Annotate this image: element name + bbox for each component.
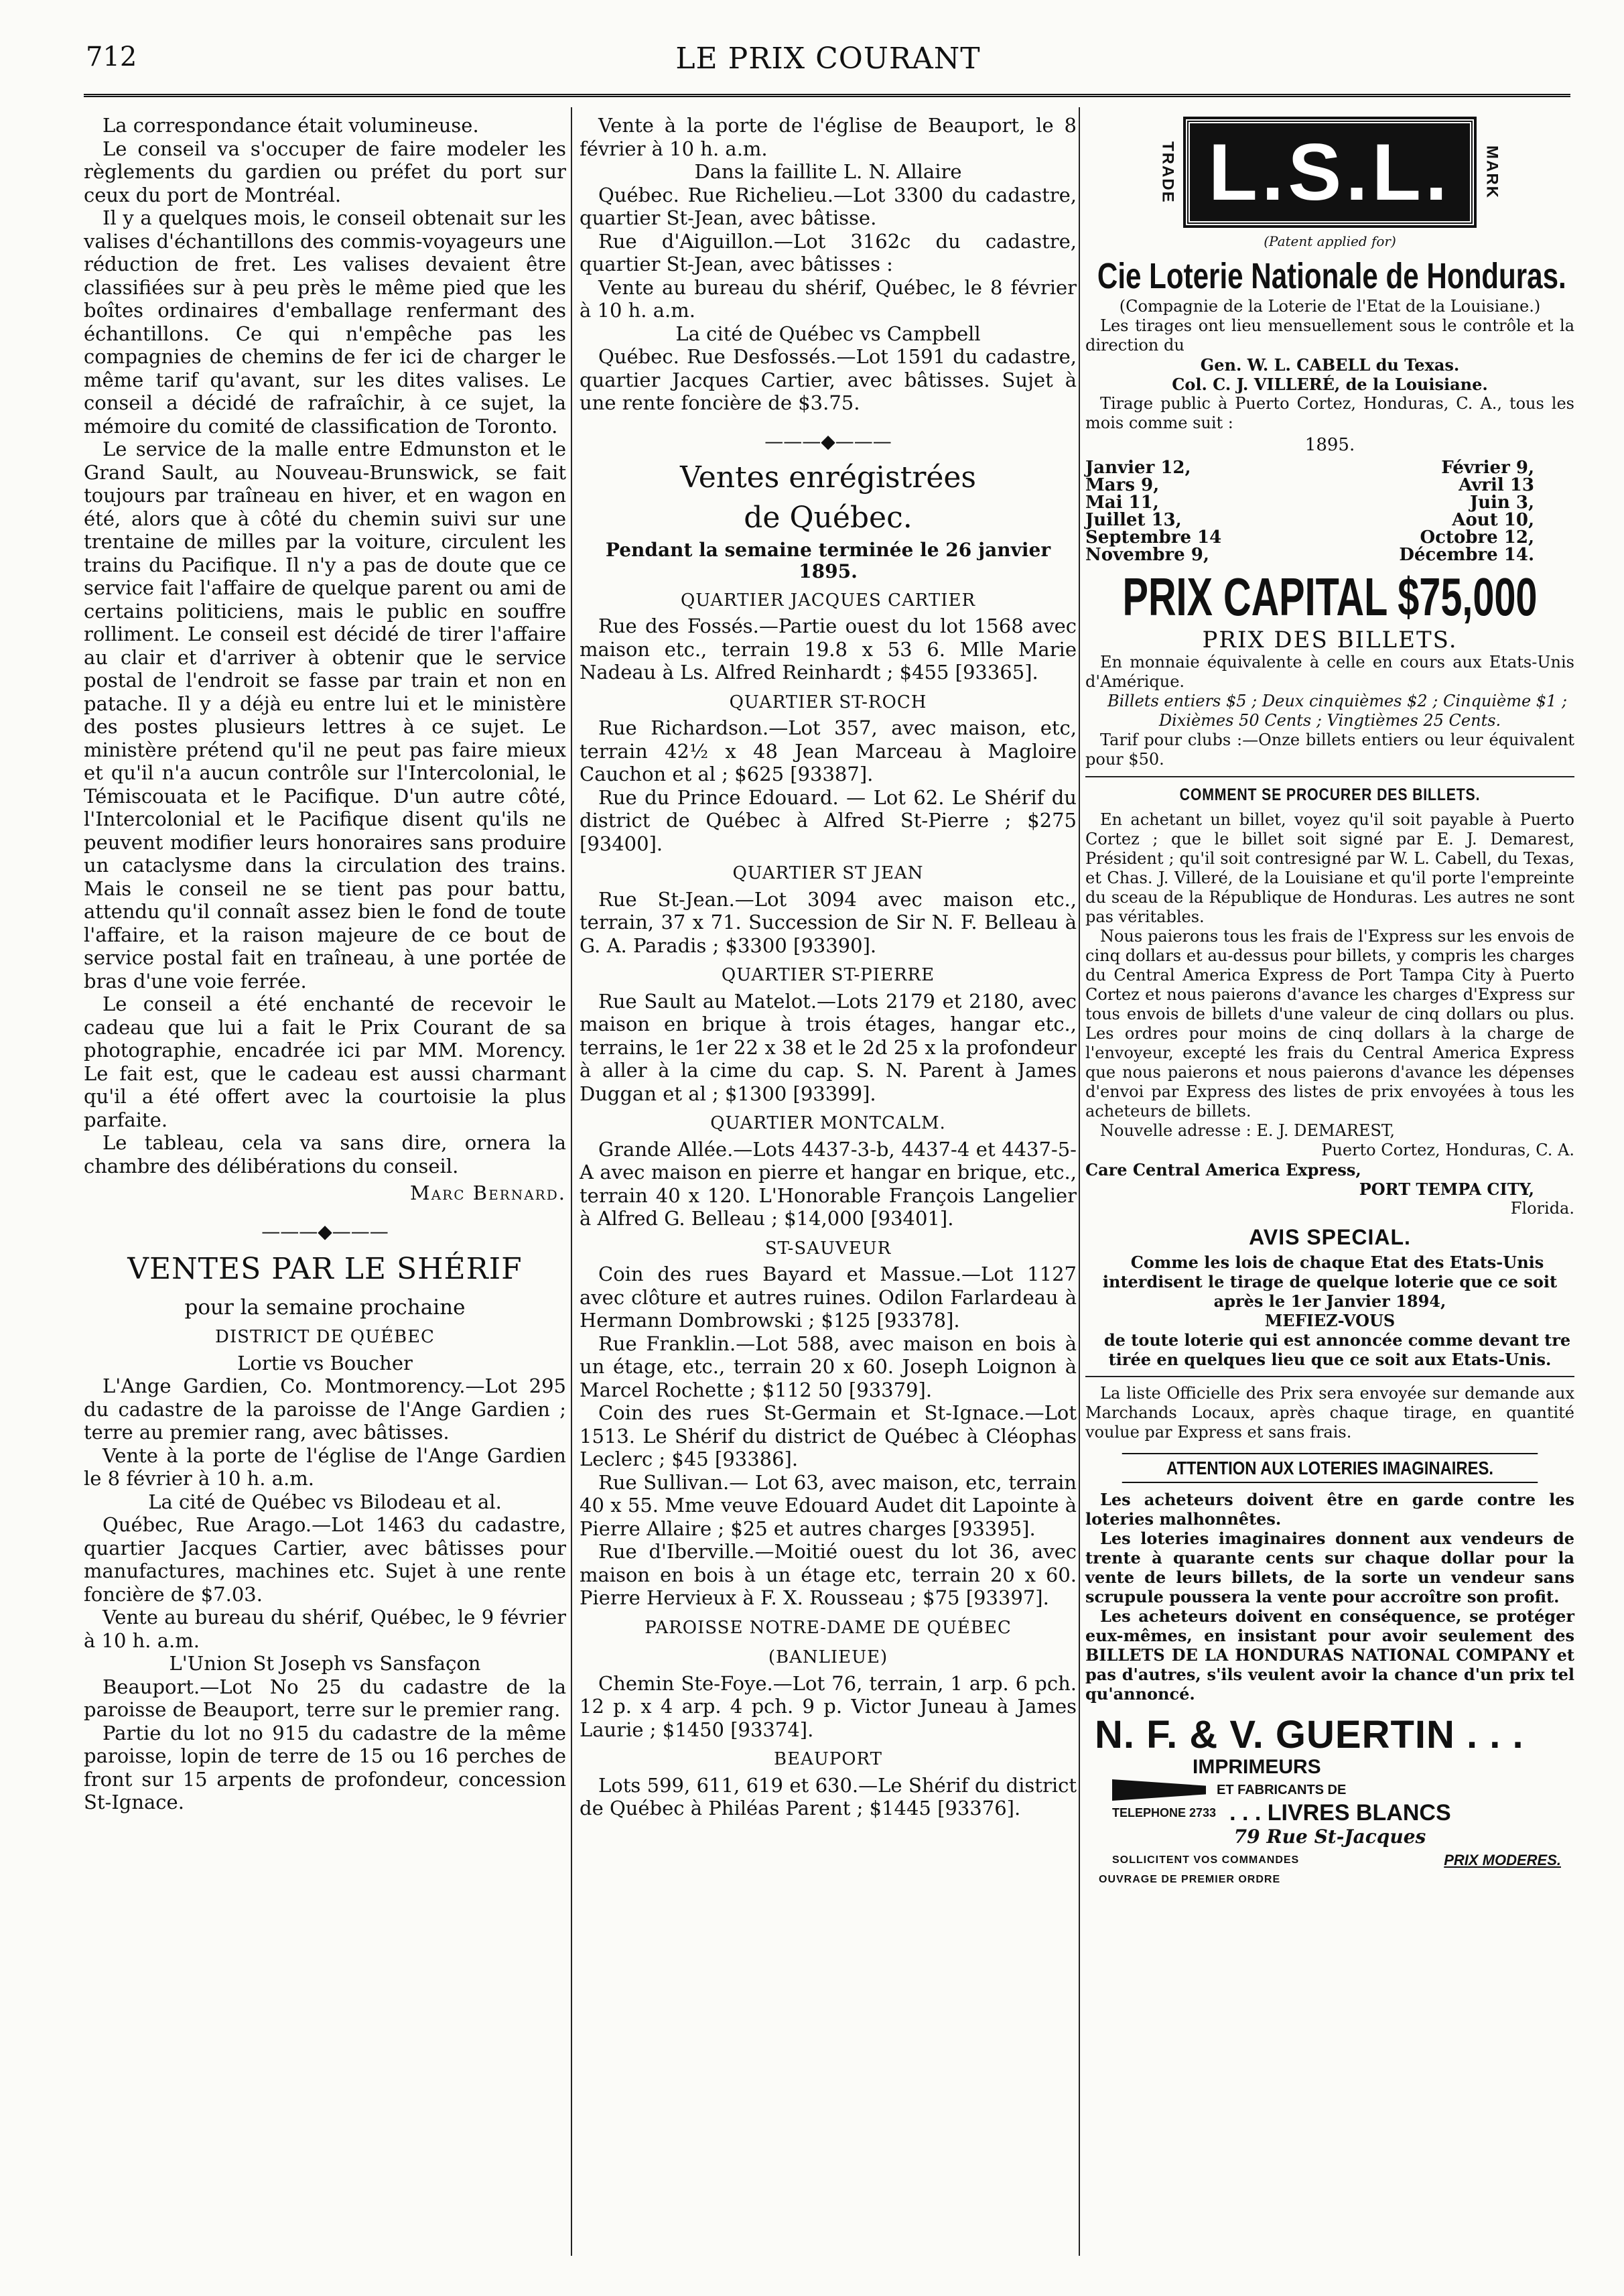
capital-prize: PRIX CAPITAL $75,000 [1122,567,1538,627]
quarter-subheading: (BANLIEUE) [768,1647,888,1667]
paragraph: Le conseil a été enchanté de recevoir le cadeau que lui a fait le Prix Courant de sa photographie, encadrée ici par MM. Morency. Le fait est, que le cadeau est aussi charmant qu'il a été offert avec la courtoisie la plus parfaite. [84,993,566,1131]
printer-name: N. F. & V. GUERTIN . . . [1095,1713,1524,1757]
paragraph: Rue St-Jean.—Lot 3094 avec maison etc., terrain, 37 x 71. Succession de Sir N. F. Belleau à G. A. Paradis ; $3300 [93390]. [580,887,1077,957]
case-title: Dans la faillite L. N. Allaire [694,160,962,183]
column-2 [580,114,1077,1820]
paragraph: La correspondance était volumineuse. [103,114,479,137]
paragraph: Vente au bureau du shérif, Québec, le 8 février à 10 h. a.m. [580,275,1077,322]
printer-phone-line [1112,1800,1574,1826]
paragraph: Coin des rues St-Germain et St-Ignace.—Lot 1513. Le Shérif du district de Québec à Cléophas Leclerc ; $45 [93386]. [580,1401,1077,1470]
attention-heading: ATTENTION AUX LOTERIES IMAGINAIRES. [1122,1453,1538,1483]
paragraph: Rue Richardson.—Lot 357, avec maison, etc, terrain 42½ x 48 Jean Marceau à Magloire Cauchon et al ; $625 [93387]. [580,716,1077,785]
paragraph: Québec. Rue Desfossés.—Lot 1591 du cadastre, quartier Jacques Cartier, avec bâtisses. Sujet à une rente foncière de $3.75. [580,345,1077,414]
director-line: Col. C. J. VILLERÉ, de la Louisiane. [1172,375,1488,394]
paragraph: Tirage public à Puerto Cortez, Honduras, C. A., tous les mois comme suit : [1085,394,1574,432]
address-line: Care Central America Express, [1085,1160,1361,1179]
director-line: Gen. W. L. CABELL du Texas. [1200,355,1460,375]
paragraph: Partie du lot no 915 du cadastre de la même paroisse, lopin de terre de 15 ou 16 perches de front sur 15 arpents de profondeur, concession St-Ignace. [84,1721,566,1813]
paragraph: Québec. Rue Richelieu.—Lot 3300 du cadastre, quartier St-Jean, avec bâtisse. [580,183,1077,229]
printer-trade: IMPRIMEURS [1193,1756,1321,1778]
printer-footer [1112,1850,1574,1870]
paragraph: de toute loterie qui est annoncée comme devant tre tirée en quelques lieu que ce soit aux Etats-Unis. [1103,1330,1571,1369]
lsl-logo: L.S.L. [1186,119,1475,225]
quarter-heading: QUARTIER ST-ROCH [729,692,927,712]
sollicitent-label: SOLLICITENT VOS COMMANDES [1112,1854,1300,1866]
paragraph: Le tableau, cela va sans dire, ornera la chambre des délibérations du conseil. [84,1131,566,1177]
draw-date: Février 9, [1441,458,1534,478]
paragraph: En achetant un billet, voyez qu'il soit payable à Puerto Cortez ; que le billet soit signé par E. J. Demarest, Président ; qu'il soit contresigné par W. L. Cabell, du Texas, et Chas. J. Villeré, de la Louisiane et qu'il porte l'empreinte du sceau de la République de Honduras. Les autres ne sont pas véritables. [1085,810,1574,926]
paragraph: Coin des rues Bayard et Massue.—Lot 1127 avec clôture et autres ruines. Odilon Farlardeau à Hermann Dombrowski ; $125 [93378]. [580,1263,1077,1332]
paragraph: La liste Officielle des Prix sera envoyée sur demande aux Marchands Locaux, après chaque tirage, en quantité voulue par Express et sans frais. [1085,1384,1574,1442]
paragraph: Chemin Ste-Foye.—Lot 76, terrain, 1 arp. 6 pch. 12 p. x 4 arp. 4 pch. 9 p. Victor Juneau à James Laurie ; $1450 [93374]. [580,1671,1077,1741]
special-notice-heading: AVIS SPECIAL. [1249,1225,1411,1249]
draw-date: Octobre 12, [1420,527,1534,548]
paragraph: Rue Franklin.—Lot 588, avec maison en bois à un étage, etc., terrain 20 x 60. Joseph Loignon à Marcel Rochette ; $112 50 [93379]. [580,1332,1077,1401]
page-number: 712 [86,42,137,72]
running-title: LE PRIX COURANT [675,42,981,76]
quarter-heading: PAROISSE NOTRE-DAME DE QUÉBEC [645,1617,1012,1638]
paragraph: Québec, Rue Arago.—Lot 1463 du cadastre, quartier Jacques Cartier, avec bâtisses pour manufactures, machines etc. Sujet à une rente foncière de $7.03. [84,1513,566,1606]
paragraph: Grande Allée.—Lots 4437-3-b, 4437-4 et 4437-5-A avec maison en pierre et hangar en brique, etc., terrain 40 x 120. L'Honorable François Langelier à Alfred G. Belleau ; $14,000 [93401]. [580,1137,1077,1230]
paragraph: Rue du Prince Edouard. — Lot 62. Le Shérif du district de Québec à Alfred St-Pierre ; $275 [93400]. [580,785,1077,855]
paragraph: Les tirages ont lieu mensuellement sous le contrôle et la direction du [1085,316,1574,355]
draw-date: Décembre 14. [1399,545,1534,565]
quarter-heading: QUARTIER JACQUES CARTIER [680,590,976,611]
column-divider [1079,107,1080,2256]
page-header [86,42,1570,79]
trade-label: TRADE [1158,141,1177,204]
year-label: 1895. [1304,435,1355,455]
draw-date: Mai 11, [1085,493,1159,513]
section-title: de Québec. [744,500,912,535]
paragraph: Vente à la porte de l'église de Beauport, le 8 février à 10 h. a.m. [580,114,1077,160]
section-subtitle: pour la semaine prochaine [184,1295,466,1320]
case-title: L'Union St Joseph vs Sansfaçon [169,1652,481,1675]
lsl-logo-block [1085,119,1574,225]
lottery-title: Cie Loterie Nationale de Honduras. [1097,256,1566,296]
paragraph: Comme les lois de chaque Etat des Etats-Unis interdisent le tirage de quelque loterie que ce soit après le 1er Janvier 1894, [1102,1253,1558,1311]
address-line: PORT TEMPA CITY, [1359,1179,1534,1199]
column-3-advertisement [1085,114,1574,1889]
draw-date: Novembre 9, [1085,545,1209,565]
prix-moderes: PRIX MODERES. [1444,1852,1561,1868]
paragraph: Beauport.—Lot No 25 du cadastre de la paroisse de Beauport, terre sur le premier rang. [84,1675,566,1721]
paragraph: L'Ange Gardien, Co. Montmorency.—Lot 295 du cadastre de la paroisse de l'Ange Gardien ; terre au premier rang, avec bâtisses. [84,1375,566,1444]
livres-label: . . . LIVRES BLANCS [1229,1800,1451,1826]
quarter-heading: QUARTIER ST JEAN [732,863,924,883]
how-to-heading: COMMENT SE PROCURER DES BILLETS. [1179,785,1481,804]
printer-banner [1112,1779,1574,1801]
case-title: Lortie vs Boucher [237,1351,413,1375]
paragraph: Rue d'Aiguillon.—Lot 3162c du cadastre, quartier St-Jean, avec bâtisses : [580,229,1077,275]
paragraph: Les acheteurs doivent être en garde contre les loteries malhonnêtes. [1085,1490,1574,1529]
paragraph: Tarif pour clubs :—Onze billets entiers ou leur équivalent pour $50. [1085,730,1574,769]
ticket-prices: Billets entiers $5 ; Deux cinquièmes $2 ; Cinquième $1 ; Dixièmes 50 Cents ; Vingtièmes 25 Cents. [1107,692,1568,730]
paragraph: Lots 599, 611, 619 et 630.—Le Shérif du district de Québec à Philéas Parent ; $1445 [93376]. [580,1773,1077,1820]
draw-date: Septembre 14 [1085,527,1222,548]
column-1 [84,114,566,1814]
week-note: Pendant la semaine terminée le 26 janvier 1895. [605,538,1051,582]
lottery-subtitle: (Compagnie de la Loterie de l'Etat de la Louisiane.) [1119,297,1541,316]
paragraph: Rue des Fossés.—Partie ouest du lot 1568 avec maison etc., terrain 19.8 x 53 6. Mlle Marie Nadeau à Ls. Alfred Reinhardt ; $455 [93365]. [580,615,1077,684]
address-line: Puerto Cortez, Honduras, C. A. [1321,1141,1574,1159]
paragraph: Rue Sault au Matelot.—Lots 2179 et 2180, avec maison en brique à trois étages, hangar etc., terrains, le 1er 22 x 38 et le 2d 25 x la profondeur à aller à la cime du cap. S. N. Parent à James Duggan et al ; $1300 [93399]. [580,989,1077,1105]
paragraph: Le conseil va s'occuper de faire modeler les règlements du gardien ou préfet du port sur ceux du port de Montréal. [84,137,566,206]
paragraph: Rue Sullivan.— Lot 63, avec maison, etc, terrain 40 x 55. Mme veuve Edouard Audet dit Lapointe à Pierre Allaire ; $25 et autres charges [93395]. [580,1470,1077,1540]
warning: MEFIEZ-VOUS [1264,1311,1396,1330]
signature: Marc Bernard. [410,1182,566,1204]
paragraph: Vente au bureau du shérif, Québec, le 9 février à 10 h. a.m. [84,1606,566,1652]
paragraph: Vente à la porte de l'église de l'Ange Gardien le 8 février à 10 h. a.m. [84,1444,566,1490]
address-line: Nouvelle adresse : E. J. DEMAREST, [1100,1121,1395,1140]
telephone-label: TELEPHONE 2733 [1112,1806,1217,1820]
draw-dates [1085,459,1574,564]
printer-address: 79 Rue St-Jacques [1233,1826,1426,1848]
divider [1085,776,1574,777]
quarter-heading: ST-SAUVEUR [764,1238,892,1259]
case-title: La cité de Québec vs Campbell [675,322,981,345]
paragraph: Le service de la malle entre Edmunston et le Grand Sault, au Nouveau-Brunswick, se fait toujours par traîneau en hiver, et en wagon en été, alors que à côté du chemin suivi sur une trentaine de milles par la voiture, circulent les trains du Pacifique. Il n'y a pas de doute que ce service fait l'affaire de quelque parent ou ami de certains politiciens, mais le public en souffre rolliment. Le conseil est décidé de tirer l'affaire au clair et d'arriver à obtenir que le service postal de l'endroit se fasse par train et non en patache. Il y a déjà eu entre lui et le ministère des postes plusieurs lettres à ce sujet. Le ministère prétend qu'il ne peut pas faire mieux et qu'il n'a aucun contrôle sur l'Intercolonial, le Témiscouata et le Pacifique. D'un autre côté, l'Intercolonial et le Pacifique disent qu'ils ne peuvent modifier leurs honoraires sans produire un cataclysme dans la circulation des trains. Mais le conseil ne se tient pas pour battu, attendu qu'il connaît assez bien le fond de toute l'affaire, et la raison majeure de ce bout de service postal fait en traîneau, à une portée de bras d'une voie ferrée. [84,438,566,993]
ornament-divider: ———◆——— [764,430,892,452]
column-divider [571,107,572,2256]
quarter-heading: QUARTIER MONTCALM. [710,1113,946,1133]
address-line: Florida. [1510,1199,1574,1218]
draw-date: Juin 3, [1469,493,1534,513]
ticket-prices-heading: PRIX DES BILLETS. [1202,627,1458,653]
paragraph: Rue d'Iberville.—Moitié ouest du lot 36, avec maison en bois à un étage etc, terrain 20 x 60. Pierre Hervieux à F. X. Rousseau ; $75 [93397]. [580,1540,1077,1609]
paragraph: Il y a quelques mois, le conseil obtenait sur les valises d'échantillons des commis-voyageurs une réduction de fret. Les valises devaient être classifiées sur à peu près le même pied que les boîtes ordinaires d'emballage renfermant des échantillons. Ce qui n'empêche pas les compagnies de chemins de fer ici de charger le même tarif qu'avant, sur les dites valises. Le conseil a décidé de rafraîchir, à ce sujet, la mémoire du comité de classification de Toronto. [84,206,566,438]
draw-date: Aout 10, [1452,510,1534,530]
district-heading: DISTRICT DE QUÉBEC [215,1327,435,1347]
mark-label: MARK [1483,145,1501,199]
draw-date: Janvier 12, [1085,458,1191,478]
ornament-divider: ———◆——— [261,1220,389,1242]
divider [1085,1376,1574,1377]
draw-date: Avril 13 [1459,475,1534,495]
header-rule [84,94,1570,97]
draw-date: Mars 9, [1085,475,1160,495]
ouvrage-label: OUVRAGE DE PREMIER ORDRE [1099,1874,1281,1885]
case-title: La cité de Québec vs Bilodeau et al. [148,1490,502,1513]
paragraph: Les acheteurs doivent en conséquence, se protéger eux-mêmes, en insistant pour avoir seulement des BILLETS DE LA HONDURAS NATIONAL COMPANY et pas d'autres, s'ils veulent avoir la chance d'un prix tel qu'annoncé. [1085,1606,1574,1704]
fabricants-label: ET FABRICANTS DE [1217,1782,1347,1797]
quarter-heading: BEAUPORT [773,1749,883,1769]
banner-shape [1112,1779,1206,1801]
paragraph: Nous paierons tous les frais de l'Express sur les envois de cinq dollars et au-dessus pour billets, y compris les charges du Central America Express de Port Tampa City à Puerto Cortez et nous paierons d'avance les charges d'Express sur tous envois de billets d'une valeur de cinq dollars ou plus. Les ordres pour moins de cinq dollars à la charge de l'envoyeur, excepté les frais du Central America Express que nous paierons et nous paierons d'avance les dépenses d'envoi par Express des listes de prix envoyées à tous les acheteurs de billets. [1085,927,1574,1121]
quarter-heading: QUARTIER ST-PIERRE [721,965,935,985]
paragraph: En monnaie équivalente à celle en cours aux Etats-Unis d'Amérique. [1085,653,1574,691]
paragraph: Les loteries imaginaires donnent aux vendeurs de trente à quarante cents sur chaque dollar pour la vente de leurs billets, de la sorte un vendeur sans scrupule poussera la vente pour accroître son profit. [1085,1529,1574,1606]
patent-note: (Patent applied for) [1264,233,1396,249]
draw-date: Juillet 13, [1085,510,1182,530]
section-title: VENTES PAR LE SHÉRIF [127,1251,523,1286]
section-title: Ventes enrégistrées [679,460,977,495]
